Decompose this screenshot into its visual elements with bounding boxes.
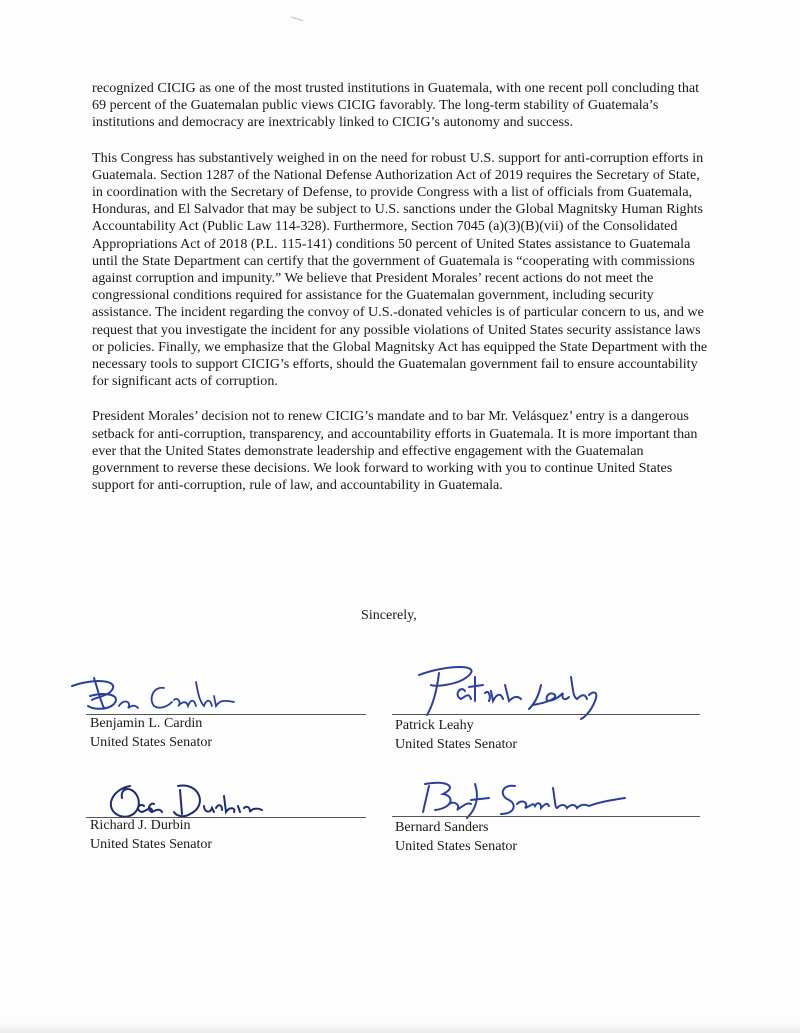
signature-line-leahy <box>392 714 700 715</box>
signatory-durbin <box>90 816 212 854</box>
signatory-title: United States Senator <box>395 838 518 854</box>
paragraph-congress-support: This Congress has substantively weighed in on the need for robust U.S. support for anti-corruption efforts in Guatemala. Section 1287 of the National Defense Authorization Act of 2019 requires the Secretary of State, in coordination with the Secretary of Defense, to provide Congress with a list of officials from Guatemala, Honduras, and El Salvador that may be subject to U.S. sanctions under the Global Magnitsky Human Rights Accountability Act (Public Law 114-328). Furthermore, Section 7045 (a)(3)(B)(vii) of the Consolidated Appropriations Act of 2018 (P.L. 115-141) conditions 50 percent of United States assistance to Guatemala until the State Department can certify that the government of Guatemala is “cooperating with commissions against corruption and impunity.” We believe that President Morales’ recent actions do not meet the congressional conditions required for assistance for the Guatemalan government, including security assistance. The incident regarding the convoy of U.S.-donated vehicles is of particular concern to us, and we request that you investigate the incident for any possible violations of United States security assistance laws or policies. Finally, we emphasize that the Global Magnitsky Act has equipped the State Department with the necessary tools to support CICIG’s efforts, should the Guatemalan government fail to ensure accountability for significant acts of corruption. <box>92 149 708 390</box>
scan-artifact-mark <box>290 16 304 22</box>
closing-salutation: Sincerely, <box>361 607 417 623</box>
signatory-name: Patrick Leahy <box>395 717 474 733</box>
signatory-leahy <box>395 716 517 754</box>
paragraph-morales-decision: President Morales’ decision not to renew CICIG’s mandate and to bar Mr. Velásquez’ entry is a dangerous setback for anti-corruption, transparency, and accountability efforts in Guatemala. It is more important than ever that the United States demonstrate leadership and effective engagement with the Guatemalan government to reverse these decisions. We look forward to working with you to continue United States support for anti-corruption, rule of law, and accountability in Guatemala. <box>92 408 698 494</box>
signatory-cardin <box>90 714 212 752</box>
signatory-title: United States Senator <box>395 736 518 752</box>
signatory-sanders <box>395 818 517 856</box>
signatory-name: Benjamin L. Cardin <box>90 715 203 731</box>
scan-bottom-edge <box>0 1022 800 1033</box>
paragraph-cicig-trust: recognized CICIG as one of the most trusted institutions in Guatemala, with one recent poll concluding that 69 percent of the Guatemalan public views CICIG favorably. The long-term stability of Guatemala’s institutions and democracy are inextricably linked to CICIG’s autonomy and success. <box>92 80 700 131</box>
signatory-title: United States Senator <box>90 836 213 852</box>
signatory-name: Richard J. Durbin <box>90 817 191 833</box>
letter-body <box>92 80 714 512</box>
signature-cardin <box>64 668 254 718</box>
signatory-name: Bernard Sanders <box>395 819 489 835</box>
signatory-title: United States Senator <box>90 734 213 750</box>
signature-line-sanders <box>392 816 700 817</box>
